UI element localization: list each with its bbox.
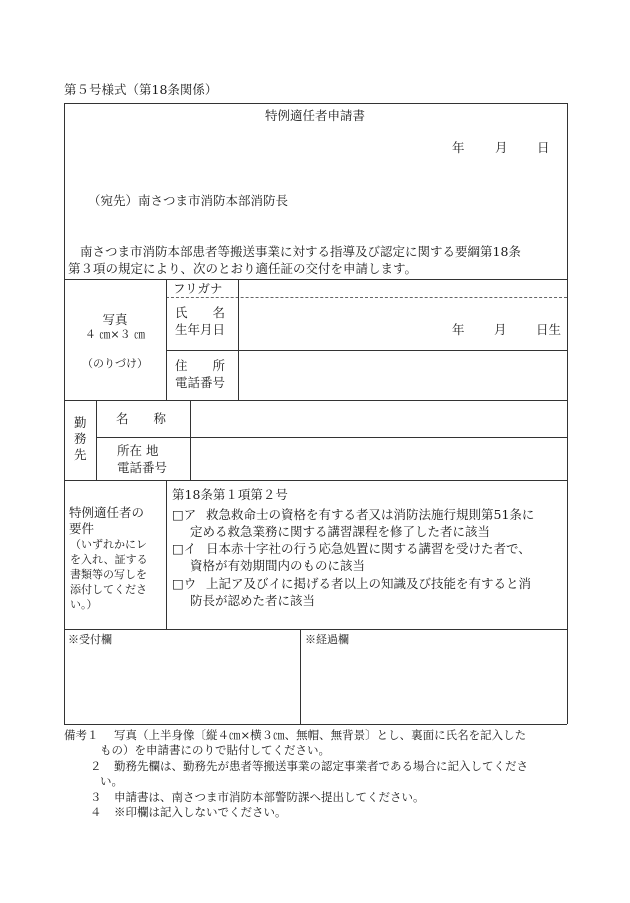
furigana-label: フリガナ (173, 281, 223, 296)
note-1-line-2: もの）を申請書にのりで貼付してください。 (100, 743, 330, 757)
option-c-checkbox[interactable]: □ウ (172, 576, 197, 591)
address-label: 住 所 (175, 358, 226, 373)
reception-label: ※受付欄 (68, 633, 112, 646)
form-number: 第５号様式（第18条関係） (64, 82, 218, 97)
birth-day-label: 日生 (536, 322, 562, 337)
note-1-line-1: 写真（上半身像〔縦４㎝×横３㎝、無帽、無背景〕とし、裏面に氏名を記入した (114, 728, 527, 742)
table-border-top (64, 103, 567, 104)
workplace-name-label: 名 称 (116, 411, 167, 426)
note-2-line-2: い。 (100, 774, 123, 788)
birth-year-label: 年 (452, 322, 465, 337)
name-label: 氏 名 (175, 305, 226, 320)
workplace-label-3: 先 (74, 447, 87, 462)
note-3-number: ３ (90, 790, 102, 804)
phone-label: 電話番号 (175, 375, 226, 390)
birthdate-label: 生年月日 (175, 322, 226, 337)
requirements-note-5: い。） (70, 598, 98, 611)
note-4-number: ４ (90, 805, 102, 819)
note-3-line-1: 申請書は、南さつま市消防本部警防課へ提出してください。 (114, 790, 425, 804)
requirements-label-1: 特例適任者の (69, 505, 145, 520)
date-year-label: 年 (452, 140, 465, 155)
option-b-line-1: 日本赤十字社の行う応急処置に関する講習を受けた者で、 (206, 541, 531, 556)
workplace-phone-label: 電話番号 (117, 460, 168, 475)
workplace-label-2: 務 (74, 431, 87, 446)
option-a-line-1: 救急救命士の資格を有する者又は消防法施行規則第51条に (206, 507, 535, 522)
requirements-note-4: 添付してくださ (70, 583, 147, 596)
requirements-note-3: 書類等の写しを (70, 568, 147, 581)
workplace-label-1: 勤 (74, 415, 87, 430)
photo-label: 写真 (102, 312, 128, 327)
progress-label: ※経過欄 (305, 633, 349, 646)
requirements-label-2: 要件 (69, 521, 95, 536)
photo-size: ４ ㎝×３ ㎝ (84, 328, 146, 341)
intro-line-2: 第３項の規定により、次のとおり適任証の交付を申請します。 (68, 261, 418, 276)
requirements-note-2: を入れ、証する (70, 553, 148, 566)
note-4-line-1: ※印欄は記入しないでください。 (114, 805, 287, 819)
note-2-line-1: 勤務先欄は、勤務先が患者等搬送事業の認定事業者である場合に記入してくださ (114, 759, 528, 773)
notes-heading: 備考１ (64, 728, 99, 742)
option-b-line-2: 資格が有効期間内のものに該当 (190, 558, 366, 573)
intro-line-1: 南さつま市消防本部患者等搬送事業に対する指導及び認定に関する要綱第18条 (80, 244, 521, 259)
option-c-line-1: 上記ア及びイに掲げる者以上の知識及び技能を有すると消 (206, 576, 532, 591)
form-title: 特例適任者申請書 (264, 108, 365, 123)
option-a-checkbox[interactable]: □ア (172, 507, 197, 522)
date-month-label: 月 (495, 140, 508, 155)
table-border-left (64, 103, 65, 724)
addressee: （宛先）南さつま市消防本部消防長 (88, 193, 289, 208)
table-border-bottom (64, 724, 567, 725)
requirements-note-1: （いずれかにレ (70, 538, 147, 551)
note-2-number: ２ (90, 759, 102, 773)
option-b-checkbox[interactable]: □イ (172, 541, 197, 556)
birth-month-label: 月 (494, 322, 507, 337)
table-border-right (567, 103, 568, 724)
requirements-header: 第18条第１項第２号 (172, 487, 288, 502)
date-day-label: 日 (537, 140, 550, 155)
photo-note: （のりづけ） (82, 357, 148, 370)
option-a-line-2: 定める救急業務に関する講習課程を修了した者に該当 (190, 524, 491, 539)
option-c-line-2: 防長が認めた者に該当 (190, 593, 316, 608)
workplace-location-label: 所在 地 (117, 443, 159, 458)
